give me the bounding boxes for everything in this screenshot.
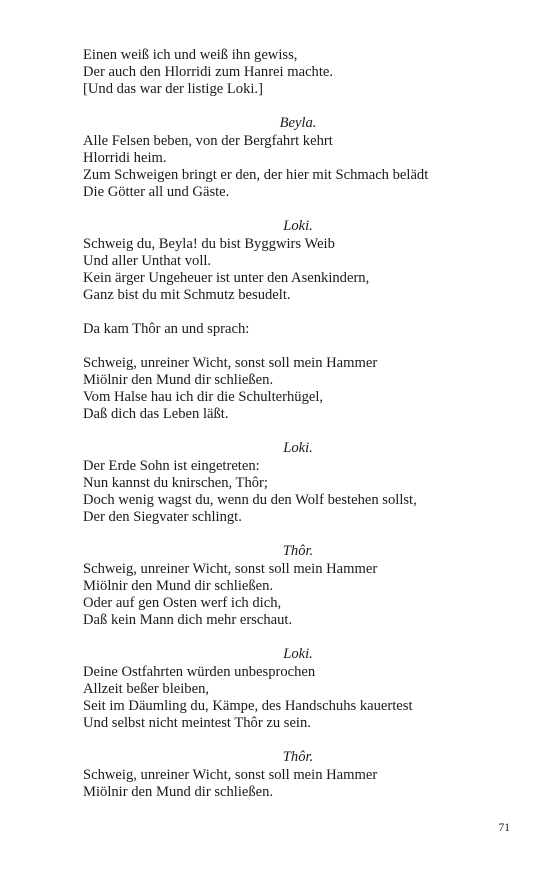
verse-line: Seit im Däumling du, Kämpe, des Handschuhs kauertest xyxy=(83,698,413,714)
speaker-label: Beyla. xyxy=(279,115,317,131)
verse-line: Doch wenig wagst du, wenn du den Wolf bestehen sollst, xyxy=(83,492,417,508)
verse-line: Ganz bist du mit Schmutz besudelt. xyxy=(83,287,291,303)
verse-line: Miölnir den Mund dir schließen. xyxy=(83,784,274,800)
verse-line: Schweig, unreiner Wicht, sonst soll mein Hammer xyxy=(83,561,378,577)
speaker-label: Loki. xyxy=(283,218,313,234)
verse-line: Vom Halse hau ich dir die Schulterhügel, xyxy=(83,389,324,405)
speaker-label: Loki. xyxy=(283,440,313,456)
verse-line: Schweig, unreiner Wicht, sonst soll mein Hammer xyxy=(83,355,378,371)
verse-line: Oder auf gen Osten werf ich dich, xyxy=(83,595,282,611)
stanza xyxy=(83,218,483,304)
verse-line: Miölnir den Mund dir schließen. xyxy=(83,372,274,388)
verse-line: Deine Ostfahrten würden unbesprochen xyxy=(83,664,316,680)
speaker-label: Loki. xyxy=(283,646,313,662)
verse-line: Daß kein Mann dich mehr erschaut. xyxy=(83,612,293,628)
verse-line: Da kam Thôr an und sprach: xyxy=(83,321,250,337)
poem-text xyxy=(83,47,483,818)
verse-line: Kein ärger Ungeheuer ist unter den Asenkindern, xyxy=(83,270,370,286)
verse-line: Allzeit beßer bleiben, xyxy=(83,681,210,697)
verse-line: [Und das war der listige Loki.] xyxy=(83,81,263,97)
verse-line: Und aller Unthat voll. xyxy=(83,253,212,269)
verse-line: Miölnir den Mund dir schließen. xyxy=(83,578,274,594)
verse-line: Schweig, unreiner Wicht, sonst soll mein Hammer xyxy=(83,767,378,783)
stanza xyxy=(83,355,483,423)
verse-line: Schweig du, Beyla! du bist Byggwirs Weib xyxy=(83,236,335,252)
verse-line: Einen weiß ich und weiß ihn gewiss, xyxy=(83,47,298,63)
verse-line: Daß dich das Leben läßt. xyxy=(83,406,229,422)
speaker-label: Thôr. xyxy=(282,543,314,559)
verse-line: Hlorridi heim. xyxy=(83,150,167,166)
stanza xyxy=(83,115,483,201)
stanza xyxy=(83,543,483,629)
stanza xyxy=(83,47,483,98)
verse-line: Der Erde Sohn ist eingetreten: xyxy=(83,458,260,474)
stanza xyxy=(83,646,483,732)
verse-line: Alle Felsen beben, von der Bergfahrt kehrt xyxy=(83,133,333,149)
verse-line: Der auch den Hlorridi zum Hanrei machte. xyxy=(83,64,334,80)
page-number: 71 xyxy=(498,822,510,834)
stanza xyxy=(83,440,483,526)
speaker-label: Thôr. xyxy=(282,749,314,765)
verse-line: Zum Schweigen bringt er den, der hier mit Schmach belädt xyxy=(83,167,429,183)
verse-line: Nun kannst du knirschen, Thôr; xyxy=(83,475,268,491)
stanza xyxy=(83,749,483,801)
verse-line: Die Götter all und Gäste. xyxy=(83,184,230,200)
verse-line: Und selbst nicht meintest Thôr zu sein. xyxy=(83,715,311,731)
stanza xyxy=(83,321,483,338)
verse-line: Der den Siegvater schlingt. xyxy=(83,509,242,525)
